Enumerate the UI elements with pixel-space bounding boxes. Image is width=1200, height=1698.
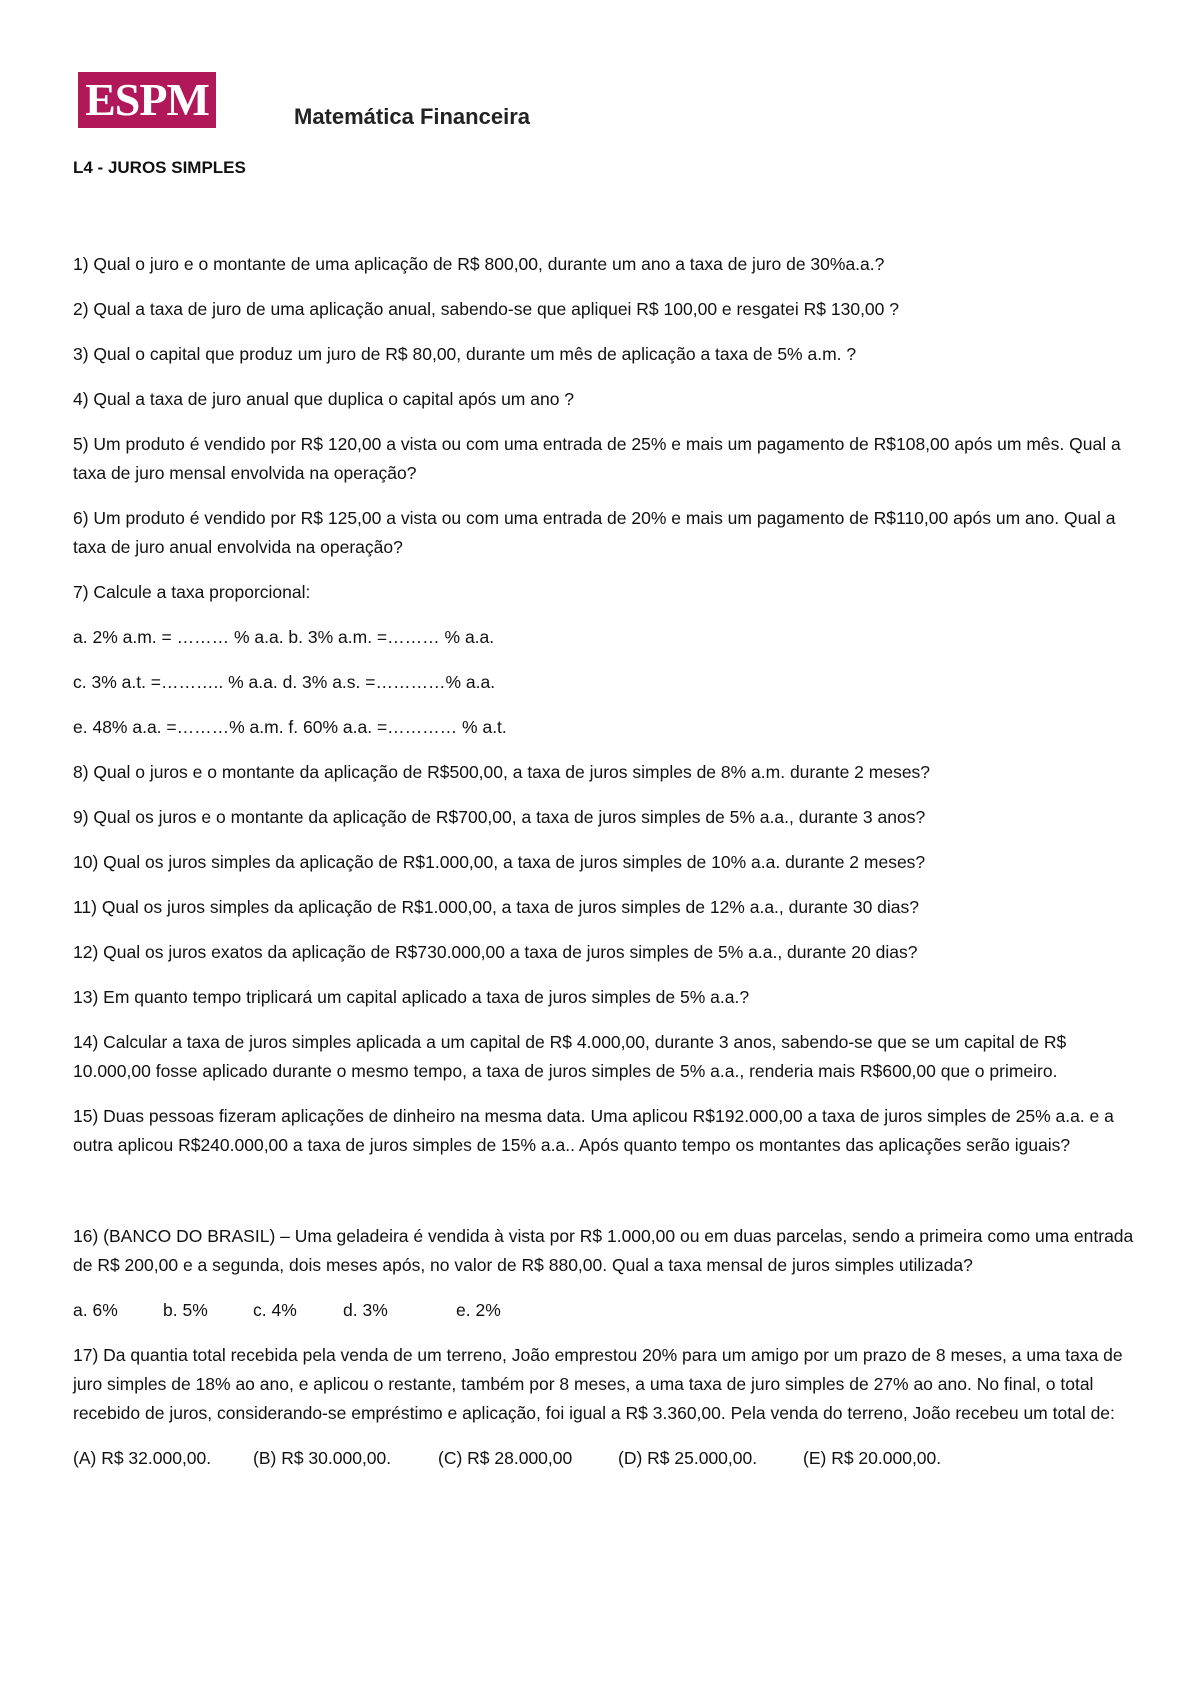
question-3: 3) Qual o capital que produz um juro de R$ 80,00, durante um mês de aplicação a taxa de 5% a.m. ? xyxy=(73,344,857,364)
question-14: 14) Calcular a taxa de juros simples aplicada a um capital de R$ 4.000,00, durante 3 anos, sabendo-se que se um capital de R$ 10.000,00 fosse aplicado durante o mesmo tempo, a taxa de juros simples de 5% a.a., renderia mais R$600,00 que o primeiro. xyxy=(73,1032,1067,1081)
question-7-items-ef: e. 48% a.a. =………% a.m. f. 60% a.a. =………… % a.t. xyxy=(73,717,507,737)
q16-option-c: c. 4% xyxy=(253,1300,297,1320)
question-6: 6) Um produto é vendido por R$ 125,00 a vista ou com uma entrada de 20% e mais um pagamento de R$110,00 após um ano. Qual a taxa de juro anual envolvida na operação? xyxy=(73,508,1116,557)
question-17: 17) Da quantia total recebida pela venda de um terreno, João emprestou 20% para um amigo por um prazo de 8 meses, a uma taxa de juro simples de 18% ao ano, e aplicou o restante, também por 8 meses, a uma taxa de juro simples de 27% ao ano. No final, o total recebido de juros, considerando-se empréstimo e aplicação, foi igual a R$ 3.360,00. Pela venda do terreno, João recebeu um total de: xyxy=(73,1345,1123,1423)
question-16-options xyxy=(73,1296,1143,1325)
question-12: 12) Qual os juros exatos da aplicação de R$730.000,00 a taxa de juros simples de 5% a.a., durante 20 dias? xyxy=(73,942,918,962)
q17-option-d: (D) R$ 25.000,00. xyxy=(618,1448,758,1468)
q16-option-b: b. 5% xyxy=(163,1300,208,1320)
q16-option-e: e. 2% xyxy=(456,1300,501,1320)
question-2: 2) Qual a taxa de juro de uma aplicação anual, sabendo-se que apliquei R$ 100,00 e resgatei R$ 130,00 ? xyxy=(73,299,899,319)
course-title: Matemática Financeira xyxy=(294,104,530,129)
question-11: 11) Qual os juros simples da aplicação de R$1.000,00, a taxa de juros simples de 12% a.a., durante 30 dias? xyxy=(73,897,920,917)
question-5: 5) Um produto é vendido por R$ 120,00 a vista ou com uma entrada de 25% e mais um pagamento de R$108,00 após um mês. Qual a taxa de juro mensal envolvida na operação? xyxy=(73,434,1121,483)
question-9: 9) Qual os juros e o montante da aplicação de R$700,00, a taxa de juros simples de 5% a.a., durante 3 anos? xyxy=(73,807,926,827)
espm-logo xyxy=(78,72,216,128)
question-17-options xyxy=(73,1444,1143,1473)
question-15: 15) Duas pessoas fizeram aplicações de dinheiro na mesma data. Uma aplicou R$192.000,00 a taxa de juros simples de 25% a.a. e a outra aplicou R$240.000,00 a taxa de juros simples de 15% a.a.. Após quanto tempo os montantes das aplicações serão iguais? xyxy=(73,1106,1114,1155)
logo-text: ESPM xyxy=(85,74,209,125)
question-4: 4) Qual a taxa de juro anual que duplica o capital após um ano ? xyxy=(73,389,575,409)
list-title: L4 - JUROS SIMPLES xyxy=(73,158,246,177)
q16-option-d: d. 3% xyxy=(343,1300,388,1320)
q17-option-b: (B) R$ 30.000,00. xyxy=(253,1448,392,1468)
question-8: 8) Qual o juros e o montante da aplicação de R$500,00, a taxa de juros simples de 8% a.m. durante 2 meses? xyxy=(73,762,931,782)
question-1: 1) Qual o juro e o montante de uma aplicação de R$ 800,00, durante um ano a taxa de juro de 30%a.a.? xyxy=(73,254,885,274)
q17-option-a: (A) R$ 32.000,00. xyxy=(73,1448,212,1468)
question-16: 16) (BANCO DO BRASIL) – Uma geladeira é vendida à vista por R$ 1.000,00 ou em duas parcelas, sendo a primeira como uma entrada de R$ 200,00 e a segunda, dois meses após, no valor de R$ 880,00. Qual a taxa mensal de juros simples utilizada? xyxy=(73,1226,1134,1275)
q17-option-e: (E) R$ 20.000,00. xyxy=(803,1448,942,1468)
question-13: 13) Em quanto tempo triplicará um capital aplicado a taxa de juros simples de 5% a.a.? xyxy=(73,987,750,1007)
question-7: 7) Calcule a taxa proporcional: xyxy=(73,582,311,602)
q17-option-c: (C) R$ 28.000,00 xyxy=(438,1448,573,1468)
questions-body xyxy=(73,250,1143,1489)
question-10: 10) Qual os juros simples da aplicação de R$1.000,00, a taxa de juros simples de 10% a.a. durante 2 meses? xyxy=(73,852,926,872)
question-7-items-cd: c. 3% a.t. =……….. % a.a. d. 3% a.s. =…………% a.a. xyxy=(73,672,496,692)
question-7-items-ab: a. 2% a.m. = ……… % a.a. b. 3% a.m. =……… % a.a. xyxy=(73,627,495,647)
q16-option-a: a. 6% xyxy=(73,1300,118,1320)
